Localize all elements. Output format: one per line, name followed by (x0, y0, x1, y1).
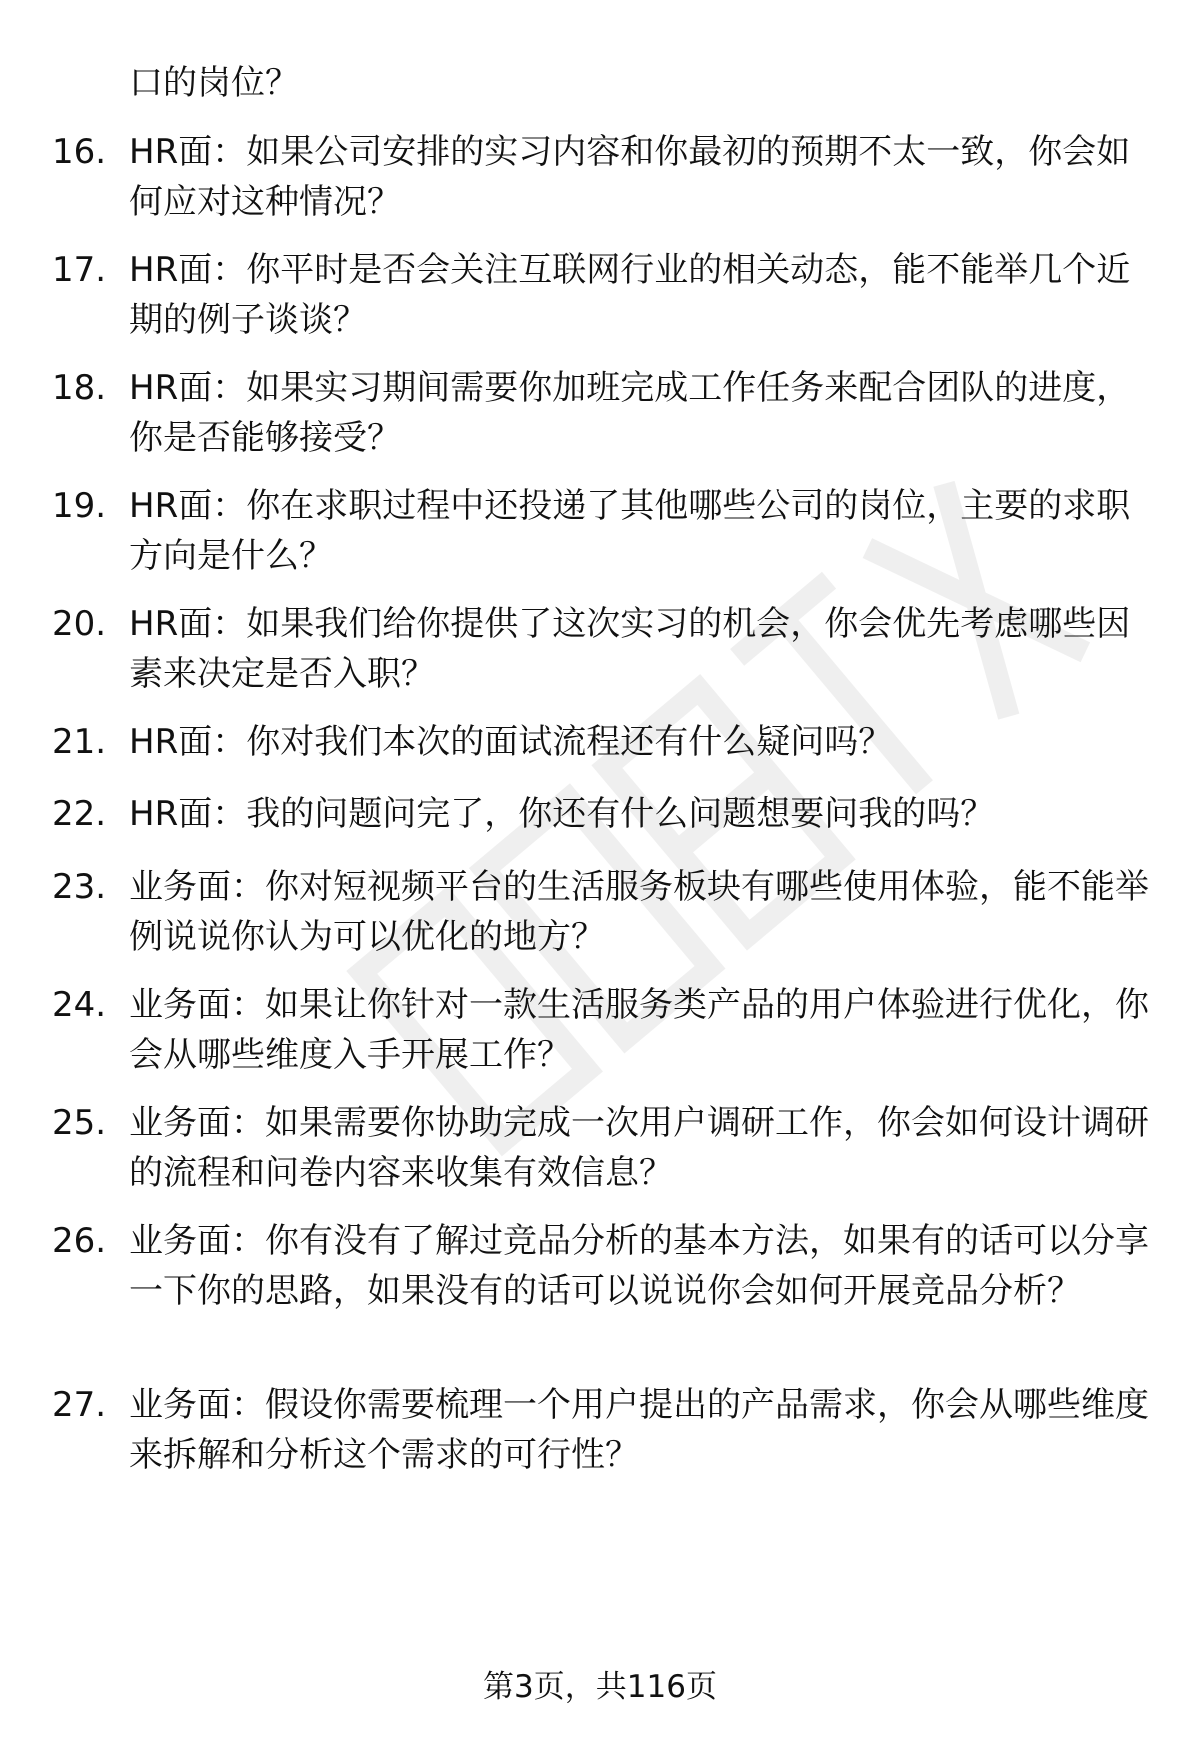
list-item (52, 1216, 1162, 1316)
list-item (52, 599, 1162, 699)
question-number: 21. (52, 722, 107, 762)
continued-question-text: 口的岗位？ (129, 63, 299, 103)
list-item (52, 1098, 1162, 1198)
list-item (52, 862, 1162, 962)
question-number: 24. (52, 985, 107, 1025)
question-number: 27. (52, 1385, 107, 1425)
list-item (52, 481, 1162, 581)
question-number: 19. (52, 486, 107, 526)
list-item (52, 363, 1162, 463)
list-item (52, 245, 1162, 345)
question-number: 23. (52, 867, 107, 907)
list-item (52, 1380, 1162, 1480)
question-number: 16. (52, 132, 107, 172)
question-number: 18. (52, 368, 107, 408)
question-text: HR面：你平时是否会关注互联网行业的相关动态，能不能举几个近期的例子谈谈？ (129, 250, 1131, 340)
question-text: 业务面：你有没有了解过竞品分析的基本方法，如果有的话可以分享一下你的思路，如果没有的话可以说说你会如何开展竞品分析？ (129, 1221, 1149, 1311)
question-number: 17. (52, 250, 107, 290)
list-item (52, 980, 1162, 1080)
question-text: 业务面：如果让你针对一款生活服务类产品的用户体验进行优化，你会从哪些维度入手开展工作？ (129, 985, 1149, 1075)
question-text: 业务面：如果需要你协助完成一次用户调研工作，你会如何设计调研的流程和问卷内容来收集有效信息？ (129, 1103, 1149, 1193)
question-number: 22. (52, 794, 107, 834)
question-text: HR面：如果实习期间需要你加班完成工作任务来配合团队的进度，你是否能够接受？ (129, 368, 1131, 458)
question-text: HR面：如果公司安排的实习内容和你最初的预期不太一致，你会如何应对这种情况？ (129, 132, 1131, 222)
question-text: HR面：如果我们给你提供了这次实习的机会，你会优先考虑哪些因素来决定是否入职？ (129, 604, 1131, 694)
question-text: HR面：你对我们本次的面试流程还有什么疑问吗？ (129, 722, 893, 762)
question-text: HR面：你在求职过程中还投递了其他哪些公司的岗位，主要的求职方向是什么？ (129, 486, 1131, 576)
list-item (52, 717, 1162, 767)
question-text: 业务面：你对短视频平台的生活服务板块有哪些使用体验，能不能举例说说你认为可以优化的地方？ (129, 867, 1149, 957)
question-number: 20. (52, 604, 107, 644)
list-item (52, 127, 1162, 227)
question-text: HR面：我的问题问完了，你还有什么问题想要问我的吗？ (129, 794, 995, 834)
question-number: 26. (52, 1221, 107, 1261)
page-footer: 第3页，共116页 (483, 1669, 717, 1705)
question-text: 业务面：假设你需要梳理一个用户提出的产品需求，你会从哪些维度来拆解和分析这个需求的可行性？ (129, 1385, 1149, 1475)
question-number: 25. (52, 1103, 107, 1143)
list-item (52, 789, 1162, 839)
